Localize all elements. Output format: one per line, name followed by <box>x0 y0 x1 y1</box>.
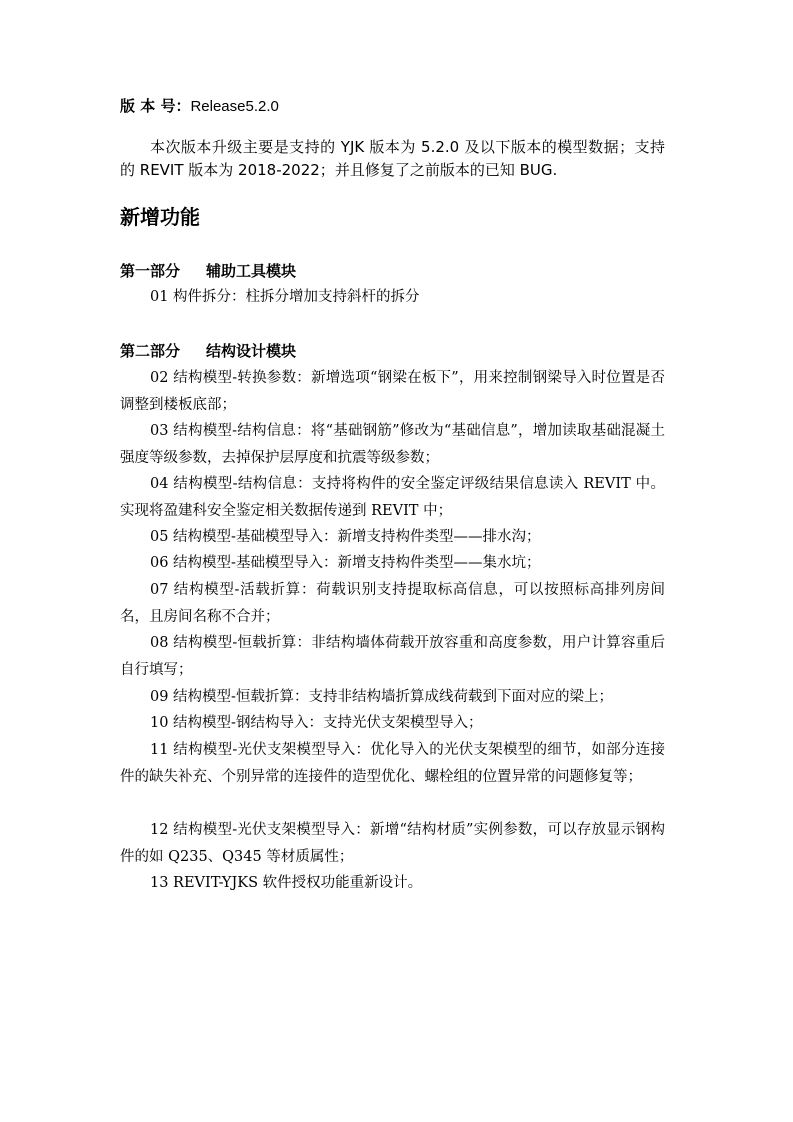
list-item: 09 结构模型-恒载折算：支持非结构墙折算成线荷载到下面对应的梁上； <box>150 689 613 705</box>
main-heading: 新增功能 <box>120 205 200 229</box>
part-one-title: 辅助工具模块 <box>206 262 297 280</box>
list-item: 06 结构模型-基础模型导入：新增支持构件类型——集水坑； <box>150 555 541 571</box>
part-one-heading <box>120 260 296 282</box>
list-item: 13 REVIT-YJKS 软件授权功能重新设计。 <box>150 875 423 891</box>
part-one-number: 第一部分 <box>120 262 181 280</box>
intro-paragraph: 本次版本升级主要是支持的 YJK 版本为 5.2.0 及以下版本的模型数据；支持的 REVIT 版本为 2018-2022；并且修复了之前版本的已知 BUG. <box>120 138 665 179</box>
part-two-title: 结构设计模块 <box>206 342 297 360</box>
version-label: 版 本 号： <box>120 97 191 115</box>
list-item: 12 结构模型-光伏支架模型导入：新增“结构材质”实例参数，可以存放显示钢构件的如 Q235、Q345 等材质属性； <box>120 822 665 865</box>
list-item: 02 结构模型-转换参数：新增选项“钢梁在板下”，用来控制钢梁导入时位置是否调整到楼板底部； <box>120 370 665 413</box>
list-item: 11 结构模型-光伏支架模型导入：优化导入的光伏支架模型的细节，如部分连接件的缺失补充、个别异常的连接件的造型优化、螺栓组的位置异常的问题修复等； <box>120 742 665 785</box>
list-item: 04 结构模型-结构信息：支持将构件的安全鉴定评级结果信息读入 REVIT 中。实现将盈建科安全鉴定相关数据传递到 REVIT 中； <box>120 476 665 519</box>
list-item: 05 结构模型-基础模型导入：新增支持构件类型——排水沟； <box>150 529 541 545</box>
list-item: 10 结构模型-钢结构导入：支持光伏支架模型导入； <box>150 715 483 731</box>
version-value: Release5.2.0 <box>190 98 279 115</box>
list-item: 01 构件拆分：柱拆分增加支持斜杆的拆分 <box>150 289 420 305</box>
list-item: 08 结构模型-恒载折算：非结构墙体荷载开放容重和高度参数，用户计算容重后自行填写； <box>120 635 665 678</box>
part-two-heading <box>120 340 296 362</box>
list-item: 07 结构模型-活载折算：荷载识别支持提取标高信息，可以按照标高排列房间名，且房间名称不合并； <box>120 582 665 625</box>
version-line <box>120 95 279 118</box>
list-item: 03 结构模型-结构信息：将“基础钢筋”修改为“基础信息”，增加读取基础混凝土强度等级参数，去掉保护层厚度和抗震等级参数； <box>120 423 665 466</box>
part-two-number: 第二部分 <box>120 342 181 360</box>
